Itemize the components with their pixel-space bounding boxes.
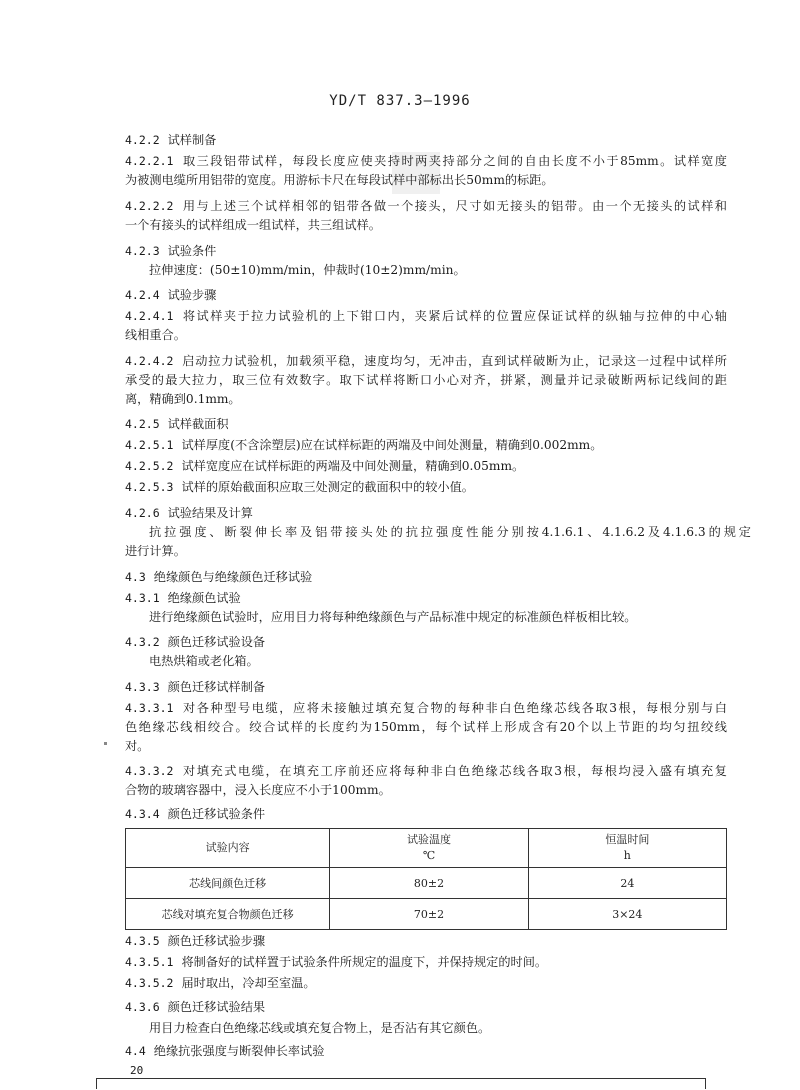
text-line	[125, 216, 381, 233]
clause-line	[125, 633, 265, 650]
clause-text: 进行计算。	[125, 544, 186, 558]
page-number: 20	[130, 1064, 144, 1077]
clause-number: 4.3.4	[125, 807, 160, 821]
clause-number: 4.3.5	[125, 934, 160, 948]
clause-number: 4.3.2	[125, 635, 160, 649]
clause-line	[125, 762, 727, 779]
table-cell: 24	[528, 868, 726, 899]
text-line	[125, 542, 186, 559]
clause-text: 抗拉强度、断裂伸长率及铝带接头处的抗拉强度性能分别按4.1.6.1、4.1.6.2及4.1.6.3的规定	[149, 525, 751, 539]
scan-speck	[104, 742, 107, 745]
clause-number: 4.3	[125, 570, 146, 584]
clause-text: 绝缘颜色试验	[167, 591, 241, 605]
clause-line	[125, 352, 727, 369]
table-header-cell	[330, 829, 528, 868]
clause-text: 颜色迁移试验设备	[167, 635, 266, 649]
clause-line	[125, 478, 474, 495]
clause-text: 颜色迁移试验结果	[167, 1000, 266, 1014]
table-cell: 3×24	[528, 899, 726, 930]
clause-number: 4.3.6	[125, 1000, 160, 1014]
clause-line	[125, 1042, 324, 1059]
table-header-cell	[528, 829, 726, 868]
standard-header: YD/T 837.3—1996	[329, 93, 471, 109]
clause-text: 进行绝缘颜色试验时，应用目力将每种绝缘颜色与产品标准中规定的标准颜色样板相比较。	[149, 610, 637, 624]
clause-text: 对填充式电缆，在填充工序前还应将每种非白色绝缘芯线各取3根，每根均浸入盛有填充复	[181, 764, 727, 778]
clause-text: 将试样夹于拉力试验机的上下钳口内，夹紧后试样的位置应保证试样的纵轴与拉伸的中心轴	[181, 309, 727, 323]
table-header-row	[126, 829, 727, 868]
clause-line	[125, 699, 727, 716]
clause-text: 绝缘抗张强度与断裂伸长率试验	[153, 1044, 325, 1058]
clause-number: 4.3.5.2	[125, 976, 174, 990]
clause-number: 4.3.3.1	[125, 701, 174, 715]
clause-line	[125, 953, 547, 970]
clause-line	[125, 504, 253, 521]
clause-text: 试验结果及计算	[167, 506, 253, 520]
clause-text: 启动拉力试验机，加载须平稳，速度均匀，无冲击，直到试样破断为止，记录这一过程中试样所	[181, 354, 727, 368]
clause-text: 承受的最大拉力，取三位有效数字。取下试样将断口小心对齐，拼紧，测量并记录破断两标记线间的距	[125, 373, 727, 387]
text-line	[149, 1019, 490, 1036]
clause-line	[125, 307, 727, 324]
clause-number: 4.4	[125, 1044, 146, 1058]
clause-text: 为被测电缆所用铝带的宽度。用游标卡尺在每段试样中部标出长50mm的标距。	[125, 173, 554, 187]
clause-number: 4.2.5	[125, 417, 160, 431]
clause-number: 4.2.4.1	[125, 309, 174, 323]
clause-number: 4.3.5.1	[125, 955, 174, 969]
clause-number: 4.2.4.2	[125, 354, 174, 368]
text-line	[125, 171, 554, 188]
clause-line	[125, 457, 524, 474]
header-text: ℃	[422, 849, 436, 862]
header-text: 试验温度	[406, 833, 451, 846]
clause-text: 绝缘颜色与绝缘颜色迁移试验	[153, 570, 313, 584]
clause-text: 对各种型号电缆，应将未接触过填充复合物的每种非白色绝缘芯线各取3根，每根分别与白	[181, 701, 727, 715]
clause-text: 对。	[125, 739, 150, 753]
clause-line	[125, 589, 241, 606]
clause-text: 试样截面积	[167, 417, 229, 431]
clause-number: 4.2.5.2	[125, 459, 174, 473]
clause-text: 离，精确到0.1mm。	[125, 392, 241, 406]
text-line	[125, 390, 241, 407]
clause-text: 电热烘箱或老化箱。	[149, 654, 259, 668]
header-text: h	[623, 849, 631, 862]
clause-line	[125, 131, 216, 148]
clause-number: 4.3.3	[125, 680, 160, 694]
clause-line	[125, 286, 216, 303]
clause-number: 4.2.4	[125, 288, 160, 302]
header-text: 恒温时间	[605, 833, 650, 846]
clause-text: 拉伸速度：(50±10)mm/min，仲裁时(10±2)mm/min。	[149, 263, 466, 277]
clause-text: 届时取出，冷却至室温。	[181, 976, 316, 990]
clause-line	[125, 152, 727, 169]
clause-text: 一个有接头的试样组成一组试样，共三组试样。	[125, 218, 381, 232]
text-line	[149, 261, 466, 278]
table-cell: 70±2	[330, 899, 528, 930]
clause-line	[125, 415, 229, 432]
text-line	[125, 326, 186, 343]
clause-line	[125, 436, 602, 453]
text-line	[149, 523, 751, 540]
clause-text: 用目力检查白色绝缘芯线或填充复合物上，是否沾有其它颜色。	[149, 1021, 491, 1035]
clause-line	[125, 678, 265, 695]
clause-text: 试样的原始截面积应取三处测定的截面积中的较小值。	[181, 480, 474, 494]
table-header-cell	[126, 829, 330, 868]
table-row	[126, 899, 727, 930]
clause-text: 将制备好的试样置于试验条件所规定的温度下，并保持规定的时间。	[181, 955, 548, 969]
clause-line	[125, 998, 265, 1015]
clause-text: 试样厚度(不含涂塑层)应在试样标距的两端及中间处测量，精确到0.002mm。	[181, 438, 603, 452]
table-cell: 芯线间颜色迁移	[126, 868, 330, 899]
table-row	[126, 868, 727, 899]
clause-line	[125, 932, 265, 949]
clause-number: 4.2.2.1	[125, 154, 174, 168]
table-cell: 芯线对填充复合物颜色迁移	[126, 899, 330, 930]
clause-number: 4.2.2	[125, 133, 160, 147]
text-line	[125, 737, 149, 754]
text-line	[125, 781, 391, 798]
clause-line	[125, 242, 216, 259]
clause-line	[125, 974, 316, 991]
clause-text: 线相重合。	[125, 328, 186, 342]
text-line	[149, 608, 637, 625]
clause-number: 4.3.3.2	[125, 764, 174, 778]
clause-line	[125, 805, 265, 822]
bottom-frame-rule	[96, 1078, 706, 1089]
clause-number: 4.2.2.2	[125, 199, 174, 213]
clause-text: 颜色迁移试样制备	[167, 680, 266, 694]
clause-text: 用与上述三个试样相邻的铝带各做一个接头，尺寸如无接头的铝带。由一个无接头的试样和	[181, 199, 727, 213]
clause-number: 4.3.1	[125, 591, 160, 605]
clause-number: 4.2.3	[125, 244, 160, 258]
clause-number: 4.2.6	[125, 506, 160, 520]
clause-text: 试样宽度应在试样标距的两端及中间处测量，精确到0.05mm。	[181, 459, 525, 473]
table-cell: 80±2	[330, 868, 528, 899]
clause-line	[125, 197, 727, 214]
clause-text: 试验步骤	[167, 288, 217, 302]
text-line	[125, 718, 727, 735]
clause-text: 颜色迁移试验步骤	[167, 934, 266, 948]
clause-line	[125, 568, 312, 585]
text-line	[149, 652, 259, 669]
clause-text: 试样制备	[167, 133, 217, 147]
clause-text: 合物的玻璃容器中，浸入长度应不小于100mm。	[125, 783, 391, 797]
header-text: 试验内容	[205, 841, 250, 854]
clause-text: 色绝缘芯线相绞合。绞合试样的长度约为150mm，每个试样上形成含有20个以上节距的均匀扭绞线	[125, 720, 727, 734]
clause-number: 4.2.5.1	[125, 438, 174, 452]
clause-text: 取三段铝带试样，每段长度应使夹持时两夹持部分之间的自由长度不小于85mm。试样宽度	[181, 154, 727, 168]
clause-text: 颜色迁移试验条件	[167, 807, 266, 821]
clause-number: 4.2.5.3	[125, 480, 174, 494]
color-migration-conditions-table	[125, 828, 727, 930]
clause-text: 试验条件	[167, 244, 217, 258]
text-line	[125, 371, 727, 388]
